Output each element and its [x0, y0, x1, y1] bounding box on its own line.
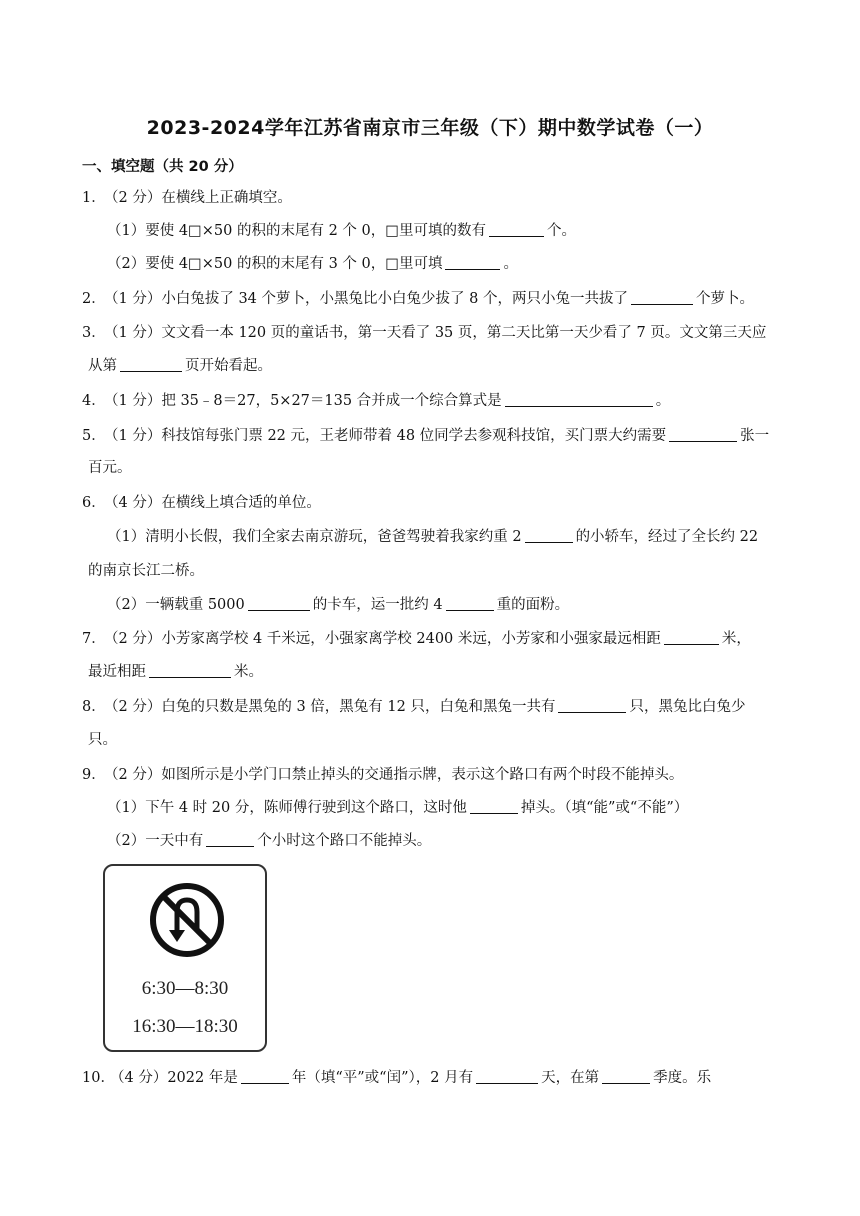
question-9-sub-1 [107, 798, 688, 818]
answer-blank[interactable] [489, 221, 544, 237]
question-text: 页开始看起。 [185, 358, 272, 374]
answer-blank[interactable] [631, 289, 693, 305]
question-text: 个小时这个路口不能掉头。 [257, 833, 432, 849]
question-8 [82, 697, 745, 717]
question-text: （2）要使 4□×50 的积的末尾有 3 个 0，□里可填 [107, 256, 443, 272]
question-number: 7． [82, 631, 106, 647]
question-1-sub-2 [107, 254, 518, 274]
question-number: 4． [82, 393, 106, 409]
answer-blank[interactable] [241, 1068, 289, 1084]
answer-blank[interactable] [602, 1068, 650, 1084]
question-text: 米。 [234, 664, 263, 680]
question-text: 百元。 [88, 460, 132, 476]
question-text: 。 [503, 256, 518, 272]
question-number: 8． [82, 699, 106, 715]
answer-blank[interactable] [120, 356, 182, 372]
question-5 [82, 426, 769, 446]
answer-blank[interactable] [149, 662, 231, 678]
question-text: 张一 [740, 428, 770, 444]
question-6-sub-1 [107, 527, 758, 547]
question-text: 只。 [88, 732, 117, 748]
question-text: 重的面粉。 [496, 597, 570, 613]
question-text: （1 分）文文看一本 120 页的童话书，第一天看了 35 页，第二天比第一天少看了 7 页。文文第三天应 [104, 325, 767, 341]
question-text: （2 分）如图所示是小学门口禁止掉头的交通指示牌，表示这个路口有两个时段不能掉头。 [104, 767, 684, 783]
question-text: （2 分）小芳家离学校 4 千米远，小强家离学校 2400 米远，小芳家和小强家最远相距 [104, 631, 661, 647]
question-text: 季度。乐 [653, 1070, 712, 1086]
question-text: 。 [655, 393, 671, 409]
answer-blank[interactable] [248, 595, 310, 611]
question-1-sub-1 [107, 221, 576, 241]
question-text: 天，在第 [541, 1070, 600, 1086]
question-text: 个。 [546, 223, 576, 239]
question-number: 10． [82, 1070, 115, 1086]
answer-blank[interactable] [664, 629, 719, 645]
question-text: 米， [721, 631, 751, 647]
question-number: 9． [82, 767, 106, 783]
question-3-cont [88, 356, 272, 376]
question-text: （4 分）2022 年是 [110, 1070, 238, 1086]
question-text: 个萝卜。 [695, 291, 754, 307]
answer-blank[interactable] [445, 254, 500, 270]
question-text: 年（填“平”或“闰”），2 月有 [291, 1070, 474, 1086]
question-text: （2）一天中有 [107, 833, 204, 849]
question-text: 从第 [88, 358, 117, 374]
question-4 [82, 391, 670, 411]
answer-blank[interactable] [505, 391, 653, 407]
question-text: 掉头。（填“能”或“不能”） [520, 800, 689, 816]
section-heading: 一、填空题（共 20 分） [82, 159, 243, 175]
no-u-turn-icon [147, 880, 227, 960]
question-7 [82, 629, 751, 649]
question-number: 5． [82, 428, 106, 444]
question-9-sub-2 [107, 831, 431, 851]
answer-blank[interactable] [558, 697, 626, 713]
question-number: 2． [82, 291, 106, 307]
question-text: 的南京长江二桥。 [88, 563, 204, 579]
question-2 [82, 289, 754, 309]
sign-time-morning: 6:30—8:30 [141, 978, 229, 999]
question-6-sub-2 [107, 595, 569, 615]
exam-title: 2023-2024学年江苏省南京市三年级（下）期中数学试卷（一） [146, 117, 714, 139]
question-3 [82, 323, 766, 343]
question-text: （4 分）在横线上填合适的单位。 [104, 495, 321, 511]
question-9-stem [82, 765, 683, 785]
answer-blank[interactable] [446, 595, 494, 611]
question-number: 6． [82, 495, 106, 511]
answer-blank[interactable] [206, 831, 254, 847]
question-text: （1 分）科技馆每张门票 22 元，王老师带着 48 位同学去参观科技馆，买门票大约需要 [104, 428, 667, 444]
question-8-cont [88, 730, 117, 750]
answer-blank[interactable] [669, 426, 737, 442]
question-text: （2 分）白兔的只数是黑兔的 3 倍，黑兔有 12 只，白兔和黑兔一共有 [104, 699, 556, 715]
answer-blank[interactable] [470, 798, 518, 814]
question-text: （2）一辆载重 5000 [107, 597, 245, 613]
question-text: （1）要使 4□×50 的积的末尾有 2 个 0，□里可填的数有 [107, 223, 486, 239]
question-text: 最近相距 [88, 664, 146, 680]
traffic-sign-figure [103, 864, 267, 1052]
question-number: 3． [82, 325, 106, 341]
question-text: （1 分）把 35﹣8＝27，5×27＝135 合并成一个综合算式是 [104, 393, 502, 409]
question-6-sub-1-cont [88, 561, 204, 581]
question-text: （1）下午 4 时 20 分，陈师傅行驶到这个路口，这时他 [107, 800, 467, 816]
question-text: （1）清明小长假，我们全家去南京游玩，爸爸驾驶着我家约重 2 [107, 529, 522, 545]
question-6-stem [82, 493, 321, 513]
sign-time-afternoon: 16:30—18:30 [132, 1016, 238, 1037]
question-10 [82, 1068, 711, 1088]
answer-blank[interactable] [476, 1068, 538, 1084]
question-5-cont [88, 458, 132, 478]
question-text: 只，黑兔比白兔少 [629, 699, 746, 715]
question-text: 的小轿车，经过了全长约 22 [575, 529, 759, 545]
answer-blank[interactable] [525, 527, 573, 543]
question-7-cont [88, 662, 263, 682]
question-text: （2 分）在横线上正确填空。 [104, 190, 292, 206]
question-text: （1 分）小白兔拔了 34 个萝卜，小黑兔比小白兔少拔了 8 个，两只小兔一共拔了 [104, 291, 628, 307]
question-number: 1． [82, 190, 106, 206]
question-1-stem [82, 188, 292, 208]
question-text: 的卡车，运一批约 4 [312, 597, 443, 613]
